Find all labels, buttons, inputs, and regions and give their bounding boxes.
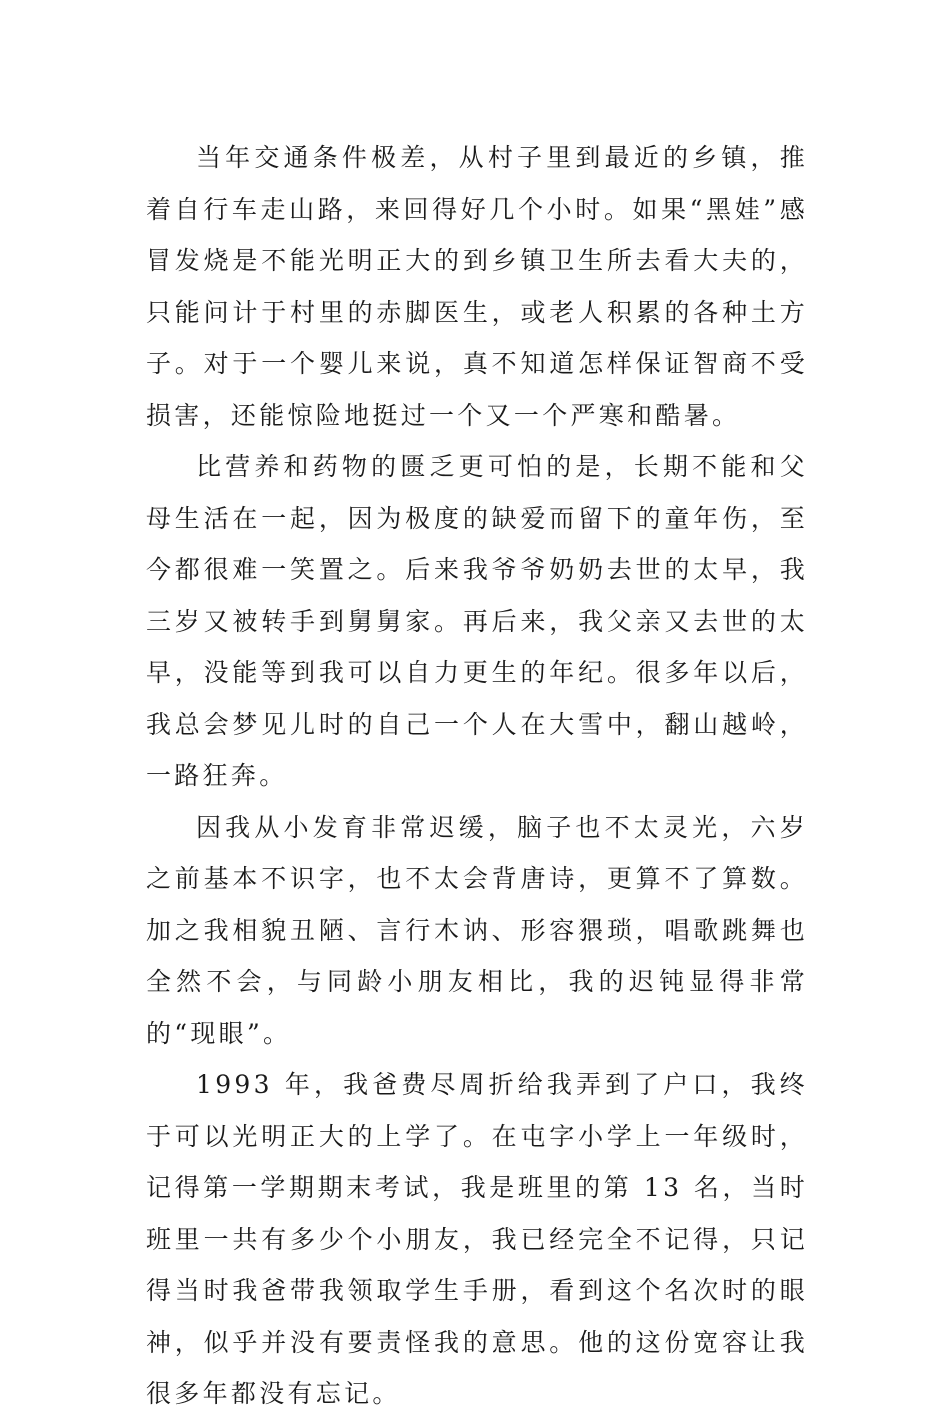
- paragraph-2: 比营养和药物的匮乏更可怕的是，长期不能和父母生活在一起，因为极度的缺爱而留下的童年伤，至今都很难一笑置之。后来我爷爷奶奶去世的太早，我三岁又被转手到舅舅家。再后来，我父亲又去世的太早，没能等到我可以自力更生的年纪。很多年以后，我总会梦见儿时的自己一个人在大雪中，翻山越岭，一路狂奔。: [146, 452, 808, 790]
- paragraph-1: 当年交通条件极差，从村子里到最近的乡镇，推着自行车走山路，来回得好几个小时。如果“黑娃”感冒发烧是不能光明正大的到乡镇卫生所去看大夫的，只能问计于村里的赤脚医生，或老人积累的各种土方子。对于一个婴儿来说，真不知道怎样保证智商不受损害，还能惊险地挺过一个又一个严寒和酷暑。: [146, 143, 808, 430]
- paragraph-4: 1993 年，我爸费尽周折给我弄到了户口，我终于可以光明正大的上学了。在屯字小学上一年级时，记得第一学期期末考试，我是班里的第 13 名，当时班里一共有多少个小朋友，我已经完全不记得，只记得当时我爸带我领取学生手册，看到这个名次时的眼神，似乎并没有要责怪我的意思。他的这份宽容让我很多年都没有忘记。: [146, 1070, 808, 1408]
- document-body: [146, 132, 808, 1420]
- paragraph-3: 因我从小发育非常迟缓，脑子也不太灵光，六岁之前基本不识字，也不太会背唐诗，更算不了算数。加之我相貌丑陋、言行木讷、形容猥琐，唱歌跳舞也全然不会，与同龄小朋友相比，我的迟钝显得非常的“现眼”。: [146, 812, 808, 1048]
